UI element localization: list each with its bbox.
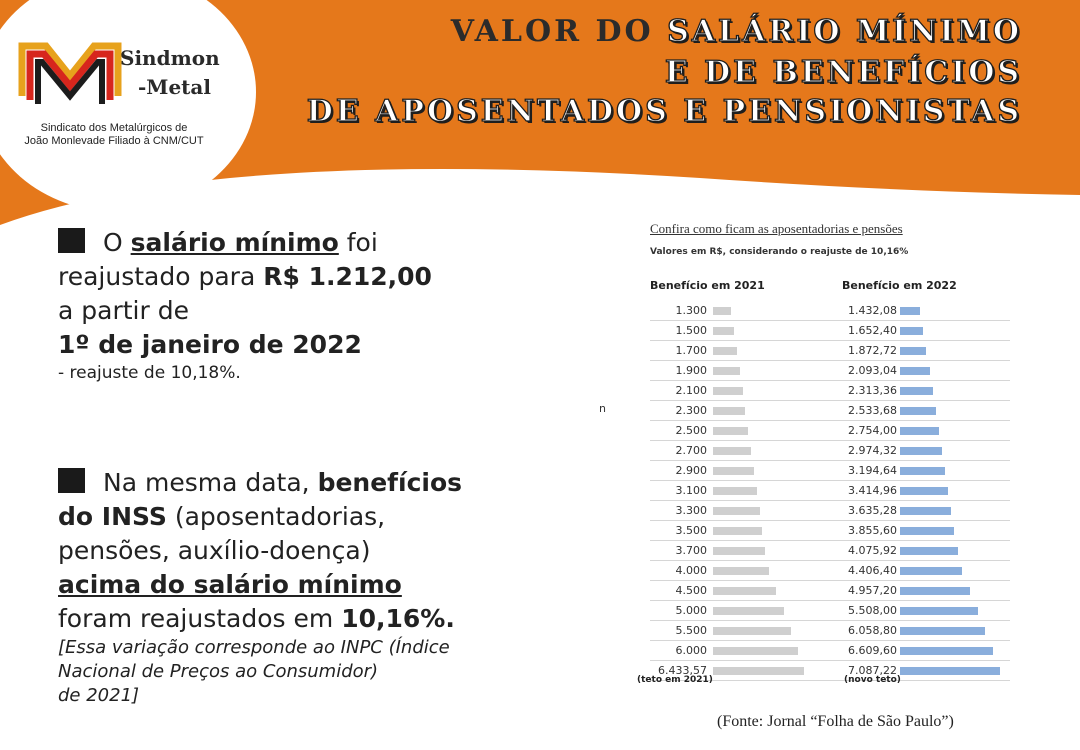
table-row — [650, 341, 1010, 361]
table-row — [650, 441, 1010, 461]
column-header-2022: Benefício em 2022 — [842, 279, 957, 292]
bar-2021 — [713, 607, 784, 615]
bar-2021 — [713, 347, 737, 355]
bar-2022 — [900, 387, 933, 395]
value-2022: 2.754,00 — [848, 424, 897, 437]
value-2022: 6.609,60 — [848, 644, 897, 657]
title-line-3: DE APOSENTADOS E PENSIONISTAS — [306, 94, 1022, 129]
bar-2022 — [900, 367, 930, 375]
bar-2022 — [900, 427, 939, 435]
value-2022: 2.093,04 — [848, 364, 897, 377]
square-bullet-icon — [58, 468, 85, 493]
table-row — [650, 381, 1010, 401]
value-2022: 1.432,08 — [848, 304, 897, 317]
footnote-2021: (teto em 2021) — [637, 675, 713, 685]
value-2021: 2.700 — [675, 444, 707, 457]
bar-2021 — [713, 367, 740, 375]
bar-2021 — [713, 487, 757, 495]
table-row — [650, 461, 1010, 481]
value-2021: 2.300 — [675, 404, 707, 417]
value-2022: 7.087,22 — [848, 664, 897, 677]
value-2021: 2.900 — [675, 464, 707, 477]
logo-sub-line2: João Monlevade Filiado à CNM/CUT — [24, 135, 204, 147]
bar-2022 — [900, 607, 978, 615]
value-2021: 6.433,57 — [658, 664, 707, 677]
bar-2021 — [713, 387, 743, 395]
bar-2021 — [713, 307, 731, 315]
bar-2022 — [900, 307, 920, 315]
paragraph-minimum-wage: O salário mínimo foi reajustado para R$ 1.212,00 a partir de 1º de janeiro de 2022 - reajuste de 10,18%. — [58, 228, 432, 383]
column-header-2021: Benefício em 2021 — [650, 279, 765, 292]
title-line-1: VALOR DO SALÁRIO MÍNIMO — [450, 14, 1022, 49]
table-row — [650, 581, 1010, 601]
logo-name-line2: -Metal — [138, 75, 211, 99]
bar-2022 — [900, 587, 970, 595]
bar-2022 — [900, 567, 962, 575]
value-2022: 2.313,36 — [848, 384, 897, 397]
square-bullet-icon — [58, 228, 85, 253]
table-row — [650, 421, 1010, 441]
table-row — [650, 621, 1010, 641]
table-row — [650, 321, 1010, 341]
value-2022: 3.635,28 — [848, 504, 897, 517]
table-row — [650, 501, 1010, 521]
table-row — [650, 301, 1010, 321]
table-row — [650, 601, 1010, 621]
bar-2021 — [713, 587, 776, 595]
value-2022: 1.872,72 — [848, 344, 897, 357]
value-2021: 3.700 — [675, 544, 707, 557]
table-row — [650, 641, 1010, 661]
bar-2022 — [900, 447, 942, 455]
value-2022: 2.533,68 — [848, 404, 897, 417]
bar-2022 — [900, 487, 948, 495]
value-2021: 1.700 — [675, 344, 707, 357]
value-2021: 3.100 — [675, 484, 707, 497]
bar-2021 — [713, 647, 798, 655]
bar-2022 — [900, 347, 926, 355]
logo-sub-line1: Sindicato dos Metalúrgicos de — [40, 122, 188, 134]
bar-2022 — [900, 627, 985, 635]
footnote-2022: (novo teto) — [844, 675, 901, 685]
logo-subtitle — [8, 122, 220, 148]
bar-2022 — [900, 527, 954, 535]
bar-2021 — [713, 327, 734, 335]
paragraph-inss-benefits: Na mesma data, benefícios do INSS (aposentadorias, pensões, auxílio-doença) acima do salário mínimo foram reajustados em 10,16%. [Essa variação corresponde ao INPC (Índice Nacional de Preços ao Consumidor) de 2021] — [58, 468, 463, 706]
bar-2021 — [713, 567, 769, 575]
table-row — [650, 541, 1010, 561]
table-title: Confira como ficam as aposentadorias e pensões — [650, 221, 903, 236]
table-row — [650, 361, 1010, 381]
bar-2021 — [713, 467, 754, 475]
value-2021: 1.500 — [675, 324, 707, 337]
logo-name-line1: Sindmon — [120, 46, 220, 70]
table-row — [650, 481, 1010, 501]
bar-2022 — [900, 667, 1000, 675]
value-2021: 4.000 — [675, 564, 707, 577]
source-credit: (Fonte: Jornal “Folha de São Paulo”) — [717, 713, 954, 730]
bar-2022 — [900, 507, 951, 515]
value-2021: 6.000 — [675, 644, 707, 657]
value-2021: 5.500 — [675, 624, 707, 637]
value-2022: 4.406,40 — [848, 564, 897, 577]
bar-2021 — [713, 667, 804, 675]
bar-2021 — [713, 527, 762, 535]
bar-2022 — [900, 407, 936, 415]
value-2022: 5.508,00 — [848, 604, 897, 617]
bar-2022 — [900, 467, 945, 475]
value-2021: 2.500 — [675, 424, 707, 437]
value-2022: 4.075,92 — [848, 544, 897, 557]
value-2022: 3.414,96 — [848, 484, 897, 497]
value-2021: 5.000 — [675, 604, 707, 617]
logo-name — [120, 44, 220, 102]
bar-2022 — [900, 647, 993, 655]
table-row — [650, 561, 1010, 581]
value-2021: 3.300 — [675, 504, 707, 517]
value-2022: 1.652,40 — [848, 324, 897, 337]
bar-2022 — [900, 327, 923, 335]
value-2021: 1.900 — [675, 364, 707, 377]
bar-2021 — [713, 547, 765, 555]
bar-2021 — [713, 447, 751, 455]
value-2021: 4.500 — [675, 584, 707, 597]
title-line-2: E DE BENEFÍCIOS — [664, 55, 1022, 90]
table-row — [650, 401, 1010, 421]
value-2022: 4.957,20 — [848, 584, 897, 597]
table-row — [650, 521, 1010, 541]
bar-2022 — [900, 547, 958, 555]
value-2022: 3.855,60 — [848, 524, 897, 537]
value-2022: 2.974,32 — [848, 444, 897, 457]
bar-2021 — [713, 427, 748, 435]
value-2021: 1.300 — [675, 304, 707, 317]
value-2022: 6.058,80 — [848, 624, 897, 637]
bar-2021 — [713, 627, 791, 635]
value-2021: 2.100 — [675, 384, 707, 397]
bar-2021 — [713, 407, 745, 415]
value-2021: 3.500 — [675, 524, 707, 537]
table-subtitle: Valores em R$, considerando o reajuste de 10,16% — [650, 247, 909, 257]
value-2022: 3.194,64 — [848, 464, 897, 477]
benefit-table — [650, 301, 1010, 681]
stray-character: n — [599, 402, 606, 415]
bar-2021 — [713, 507, 760, 515]
